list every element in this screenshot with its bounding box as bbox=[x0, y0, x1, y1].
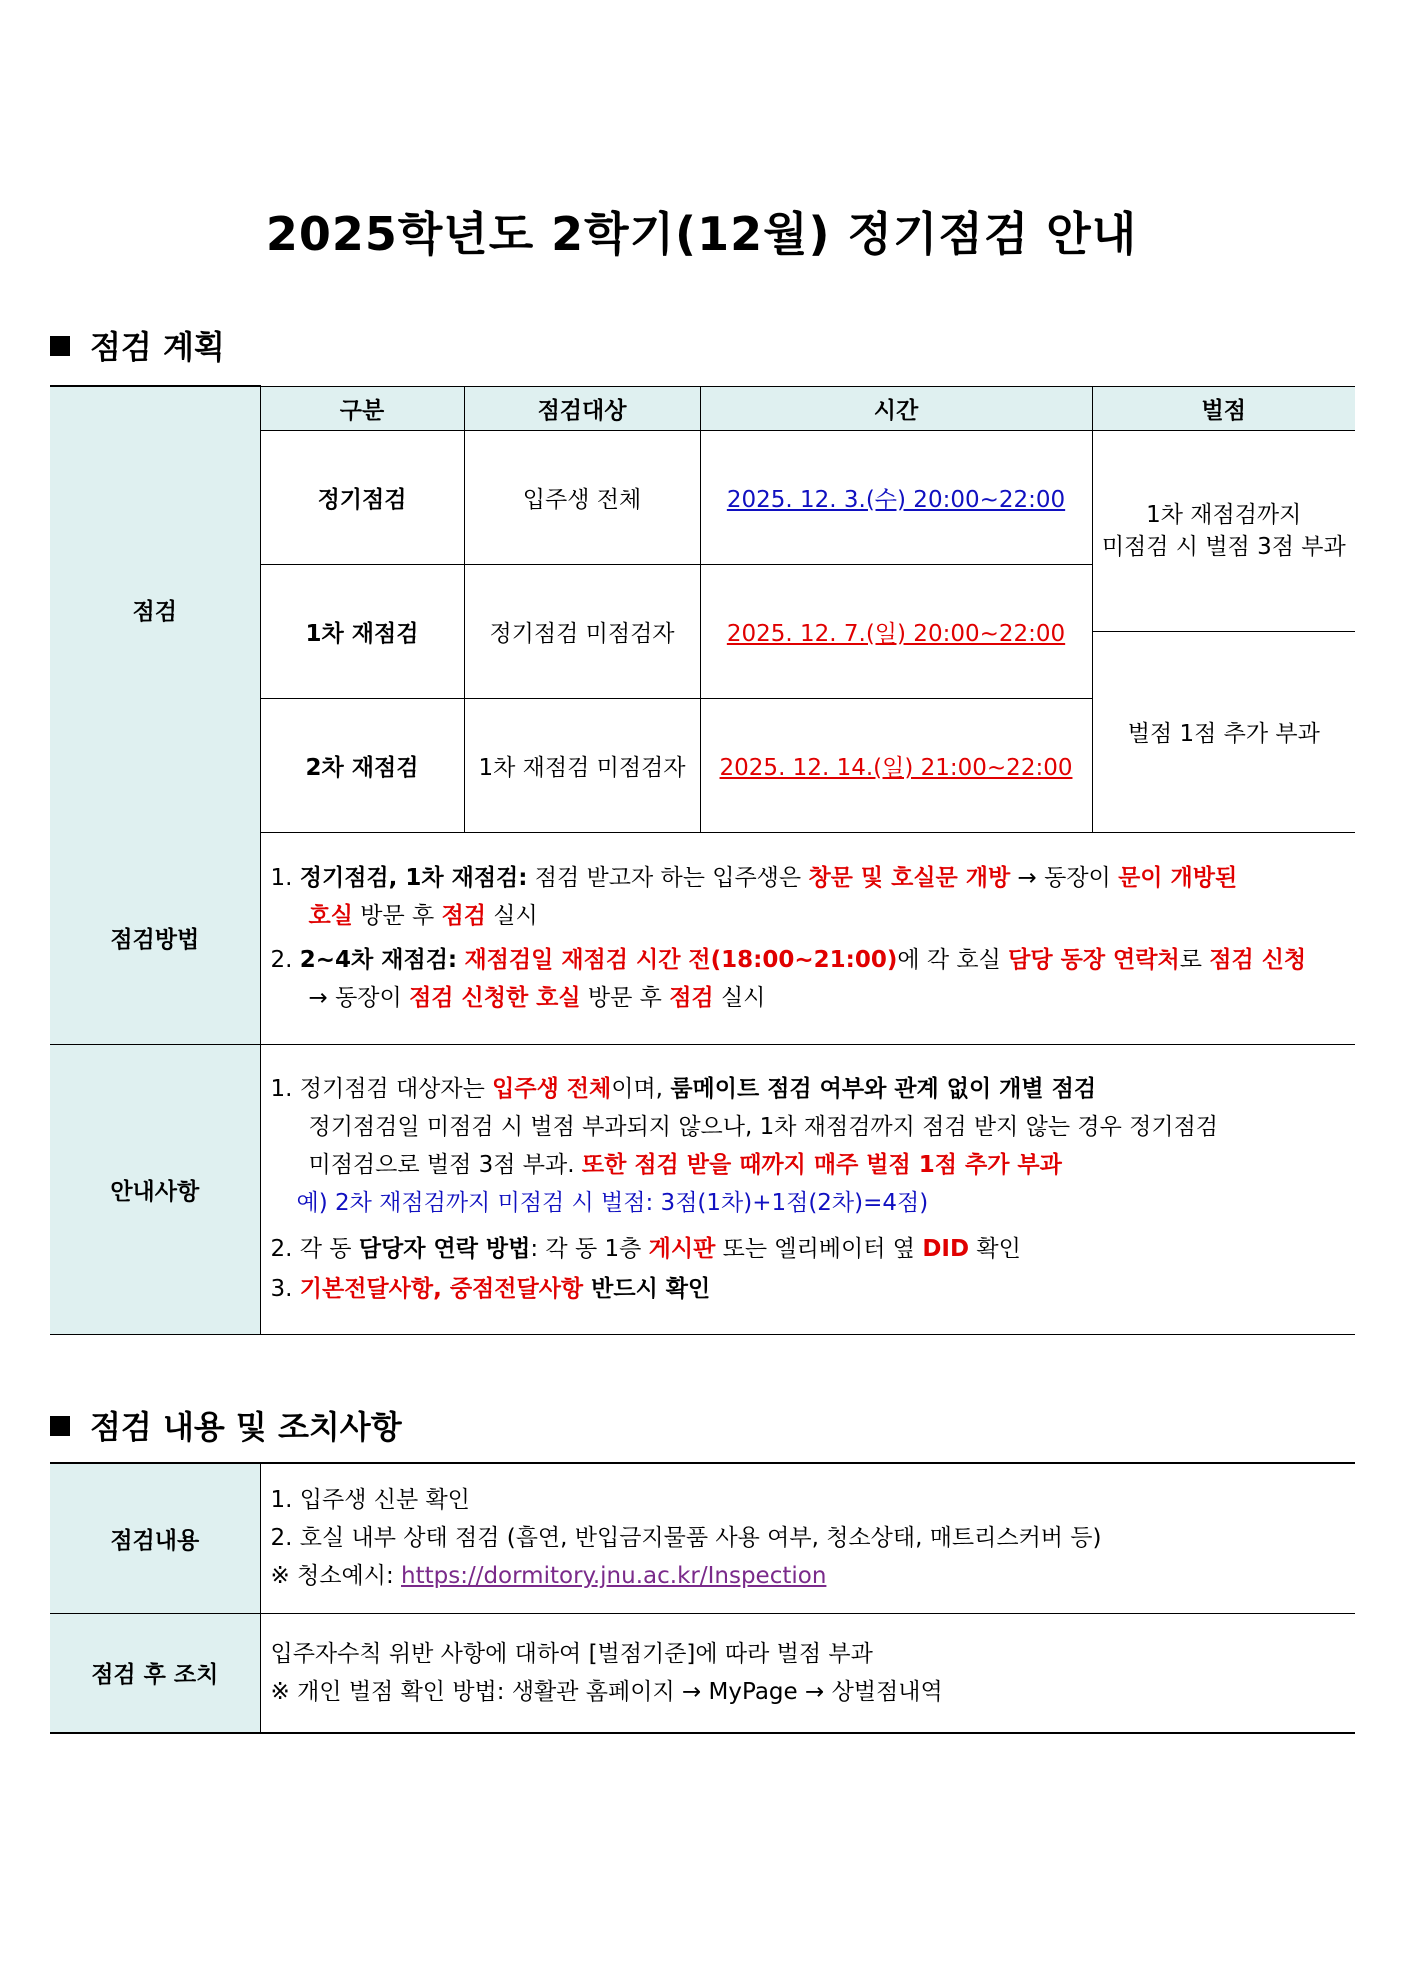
row2-type: 1차 재점검 bbox=[260, 564, 464, 698]
header-type: 구분 bbox=[260, 386, 464, 430]
row1-time: 2025. 12. 3.(수) 20:00~22:00 bbox=[700, 430, 1092, 564]
after-cell bbox=[260, 1613, 1355, 1733]
square-bullet-icon bbox=[50, 1416, 70, 1436]
content-table bbox=[50, 1462, 1355, 1734]
penalty-1-line-1: 1차 재점검까지 bbox=[1146, 501, 1302, 528]
penalty-cell-1 bbox=[1092, 430, 1355, 631]
notice-item-1-line-2: 정기점검일 미점검 시 벌점 부과되지 않으나, 1차 재점검까지 점검 받지 않는 경우 정기점검 bbox=[308, 1114, 1219, 1140]
square-bullet-icon bbox=[50, 336, 70, 356]
notice-content bbox=[260, 1044, 1355, 1334]
row2-time: 2025. 12. 7.(일) 20:00~22:00 bbox=[700, 564, 1092, 698]
row3-type: 2차 재점검 bbox=[260, 698, 464, 832]
group-label-cell: 점검 bbox=[50, 386, 260, 832]
section-heading-content bbox=[50, 1402, 402, 1448]
header-time: 시간 bbox=[700, 386, 1092, 430]
method-item-1: 1. 정기점검, 1차 재점검: 점검 받고자 하는 입주생은 창문 및 호실문 개방 → 동장이 문이 개방된 bbox=[270, 864, 1238, 891]
content-cell bbox=[260, 1463, 1355, 1613]
after-item-1: 입주자수칙 위반 사항에 대하여 [벌점기준]에 따라 벌점 부과 bbox=[270, 1640, 873, 1667]
header-target: 점검대상 bbox=[464, 386, 700, 430]
method-content bbox=[260, 832, 1355, 1044]
content-label: 점검내용 bbox=[50, 1463, 260, 1613]
after-label: 점검 후 조치 bbox=[50, 1613, 260, 1733]
row3-time: 2025. 12. 14.(일) 21:00~22:00 bbox=[700, 698, 1092, 832]
content-item-1: 1. 입주생 신분 확인 bbox=[270, 1487, 470, 1514]
content-item-2: 2. 호실 내부 상태 점검 (흡연, 반입금지물품 사용 여부, 청소상태, 매트리스커버 등) bbox=[270, 1525, 1102, 1552]
penalty-cell-2: 벌점 1점 추가 부과 bbox=[1092, 631, 1355, 832]
method-item-1-cont: 호실 방문 후 점검 실시 bbox=[308, 902, 538, 929]
section-title: 점검 계획 bbox=[90, 328, 225, 366]
row1-type: 정기점검 bbox=[260, 430, 464, 564]
header-penalty: 벌점 bbox=[1092, 386, 1355, 430]
notice-item-2: 2. 각 동 담당자 연락 방법: 각 동 1층 게시판 또는 엘리베이터 옆 DID 확인 bbox=[270, 1236, 1021, 1262]
plan-table bbox=[50, 385, 1355, 833]
notice-item-1-line-3: 미점검으로 벌점 3점 부과. 또한 점검 받을 때까지 매주 벌점 1점 추가 부과 bbox=[308, 1152, 1062, 1178]
section-heading-plan bbox=[50, 322, 225, 368]
method-label: 점검방법 bbox=[50, 832, 260, 1044]
method-notice-table bbox=[50, 832, 1355, 1335]
row1-target: 입주생 전체 bbox=[464, 430, 700, 564]
row2-target: 정기점검 미점검자 bbox=[464, 564, 700, 698]
notice-item-1: 1. 정기점검 대상자는 입주생 전체이며, 룸메이트 점검 여부와 관계 없이 개별 점검 bbox=[270, 1076, 1097, 1102]
notice-item-3: 3. 기본전달사항, 중점전달사항 반드시 확인 bbox=[270, 1276, 711, 1302]
content-item-3: ※ 청소예시: https://dormitory.jnu.ac.kr/Inspection bbox=[270, 1563, 827, 1590]
inspection-link[interactable]: https://dormitory.jnu.ac.kr/Inspection bbox=[401, 1563, 827, 1590]
notice-example: 예) 2차 재점검까지 미점검 시 벌점: 3점(1차)+1점(2차)=4점) bbox=[296, 1190, 929, 1216]
method-item-2: 2. 2~4차 재점검: 재점검일 재점검 시간 전(18:00~21:00)에 각 호실 담당 동장 연락처로 점검 신청 bbox=[270, 946, 1307, 973]
notice-label: 안내사항 bbox=[50, 1044, 260, 1334]
penalty-1-line-2: 미점검 시 벌점 3점 부과 bbox=[1101, 533, 1346, 560]
section-title: 점검 내용 및 조치사항 bbox=[90, 1408, 402, 1446]
after-item-2: ※ 개인 벌점 확인 방법: 생활관 홈페이지 → MyPage → 상벌점내역 bbox=[270, 1678, 943, 1705]
method-item-2-cont: → 동장이 점검 신청한 호실 방문 후 점검 실시 bbox=[308, 984, 766, 1011]
row3-target: 1차 재점검 미점검자 bbox=[464, 698, 700, 832]
page-title: 2025학년도 2학기(12월) 정기점검 안내 bbox=[265, 207, 1138, 261]
